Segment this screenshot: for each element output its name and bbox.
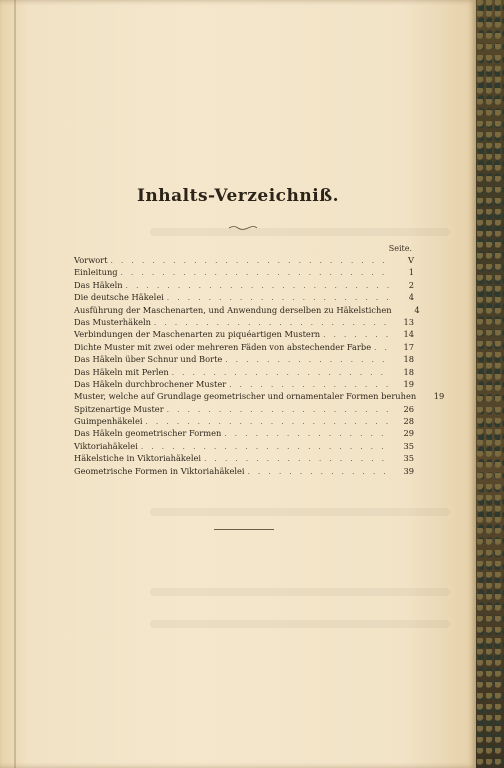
- toc-entry-page: 26: [403, 403, 414, 414]
- toc-entry-page: 18: [403, 354, 414, 365]
- toc-entry-label: Das Häkeln über Schnur und Borte: [74, 354, 223, 365]
- toc-entry: [74, 280, 414, 292]
- toc-entry-label: Das Häkeln mit Perlen: [74, 366, 169, 377]
- toc-entry: [74, 367, 414, 379]
- toc-entry: [74, 329, 414, 341]
- leader-dots: [374, 344, 389, 352]
- leader-dots: [141, 443, 389, 451]
- leader-dots: [248, 468, 389, 476]
- toc-entry-page: 4: [408, 292, 414, 303]
- title-ornament-icon: [228, 224, 258, 232]
- toc-entry-page: 2: [408, 279, 414, 290]
- leader-dots: [229, 381, 389, 389]
- leader-dots: [111, 257, 389, 265]
- bleed-through: [150, 588, 450, 596]
- toc-entry-label: Dichte Muster mit zwei oder mehreren Fäden von abstechender Farbe: [74, 341, 372, 352]
- toc-entry: [74, 267, 414, 279]
- toc-entry-label: Das Häkeln durchbrochener Muster: [74, 378, 227, 389]
- toc-entry: [74, 428, 414, 440]
- toc-entry-page: 13: [403, 316, 414, 327]
- toc-entry-page: 18: [403, 366, 414, 377]
- table-of-contents: [74, 255, 445, 478]
- toc-entry-page: 35: [403, 440, 414, 451]
- bleed-through: [150, 228, 450, 236]
- toc-entry: [74, 379, 414, 391]
- toc-entry: [74, 416, 414, 428]
- toc-entry-label: Häkelstiche in Viktoriahäkelei: [74, 453, 202, 464]
- toc-entry-page: 4: [414, 304, 420, 315]
- toc-entry: [74, 441, 414, 453]
- toc-entry-label: Spitzenartige Muster: [74, 403, 164, 414]
- toc-entry-label: Guimpenhäkelei: [74, 416, 143, 427]
- leader-dots: [172, 369, 389, 377]
- page-title: Inhalts-Verzeichniß.: [136, 186, 340, 206]
- toc-entry-page: 14: [403, 329, 414, 340]
- toc-entry: [74, 255, 414, 267]
- toc-entry-page: 28: [403, 416, 414, 427]
- toc-entry: [74, 453, 414, 465]
- toc-entry-page: 17: [403, 341, 414, 352]
- leader-dots: [126, 282, 389, 290]
- leader-dots: [167, 294, 389, 302]
- leader-dots: [323, 331, 389, 339]
- toc-entry-label: Muster, welche auf Grundlage geometrischer und ornamentaler Formen beruhen: [74, 391, 417, 402]
- page-column-header: Seite.: [388, 244, 412, 253]
- leader-dots: [204, 455, 389, 463]
- toc-entry: [74, 466, 414, 478]
- toc-entry: [74, 391, 445, 403]
- toc-entry: [74, 292, 414, 304]
- toc-entry-label: Einleitung: [74, 267, 118, 278]
- toc-entry: [74, 404, 414, 416]
- toc-entry-label: Die deutsche Häkelei: [74, 292, 164, 303]
- toc-entry: [74, 317, 414, 329]
- leader-dots: [224, 430, 389, 438]
- toc-entry-page: 19: [433, 391, 445, 402]
- toc-entry-label: Das Musterhäkeln: [74, 316, 152, 327]
- toc-entry-label: Geometrische Formen in Viktoriahäkelei: [74, 465, 245, 476]
- toc-entry-page: 35: [403, 453, 414, 464]
- leader-dots: [225, 356, 389, 364]
- toc-entry-page: V: [408, 255, 414, 265]
- toc-entry-label: Viktoriahäkelei: [74, 440, 138, 451]
- toc-entry-page: 39: [403, 465, 414, 476]
- bleed-through: [150, 620, 450, 628]
- bleed-through: [150, 508, 450, 516]
- leader-dots: [167, 406, 389, 414]
- leader-dots: [154, 319, 389, 327]
- toc-entry-label: Vorwort: [74, 255, 108, 265]
- toc-entry: [74, 354, 414, 366]
- toc-entry-label: Verbindungen der Maschenarten zu piquéartigen Mustern: [74, 329, 321, 340]
- section-divider: [214, 529, 274, 530]
- toc-entry-label: Das Häkeln geometrischer Formen: [74, 428, 222, 439]
- gutter-fold: [14, 0, 16, 768]
- toc-entry-page: 19: [403, 378, 414, 389]
- leader-dots: [146, 418, 389, 426]
- toc-entry-page: 1: [408, 267, 414, 278]
- leader-dots: [121, 269, 389, 277]
- toc-entry: [74, 342, 414, 354]
- toc-entry-label: Das Häkeln: [74, 279, 123, 290]
- toc-entry-label: Ausführung der Maschenarten, und Anwendung derselben zu Häkelstichen: [74, 304, 392, 315]
- toc-entry-page: 29: [403, 428, 414, 439]
- toc-entry: [74, 304, 420, 317]
